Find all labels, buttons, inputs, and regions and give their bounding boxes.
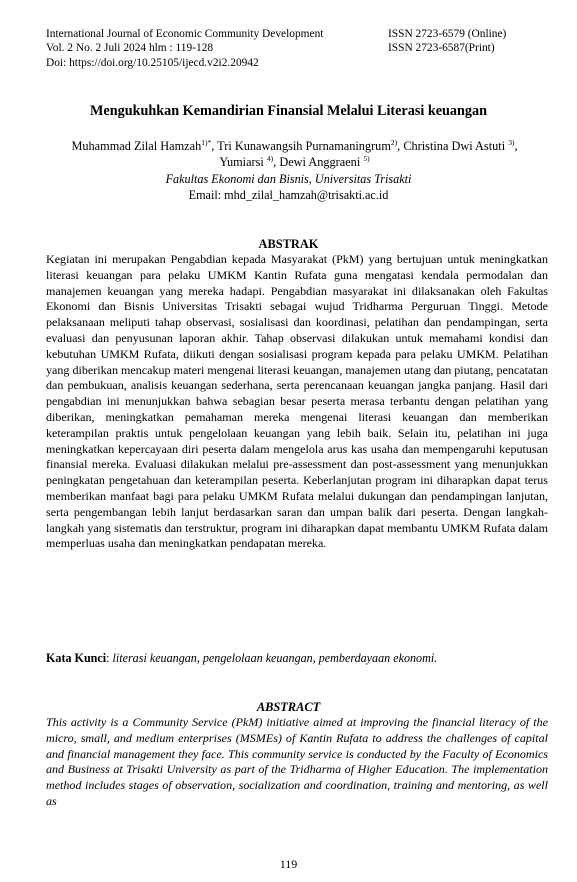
keywords-label: Kata Kunci: [46, 651, 107, 665]
author-affiliation-mark: 4): [266, 154, 274, 163]
issn-print: ISSN 2723-6587(Print): [388, 42, 495, 55]
abstract-heading: ABSTRACT: [256, 700, 321, 714]
volume-info: Vol. 2 No. 2 Juli 2024 hlm : 119-128: [46, 42, 214, 55]
author-affiliation-mark: 5): [363, 154, 370, 163]
abstrak-heading: ABSTRAK: [258, 237, 319, 251]
author-name: Yumiarsi: [219, 155, 264, 169]
journal-header-left: [46, 27, 376, 70]
abstrak-body: Kegiatan ini merupakan Pengabdian kepada Masyarakat (PkM) yang bertujuan untuk meningkatkan literasi keuangan para pelaku UMKM Kantin Rufata guna mengatasi kendala permodalan dan manajemen keuangan yang mereka hadapi. Pengabdian masyarakat ini dilaksanakan oleh Fakultas Ekonomi dan Bisnis Universitas Trisakti sebagai wujud Tridharma Perguruan Tinggi. Metode pelaksanaan meliputi tahap observasi, sosialisasi dan koordinasi, pelatihan dan pendampingan, serta evaluasi dan penyusunan laporan akhir. Tahap observasi dilakukan untuk memahami kondisi dan kebutuhan UMKM Rufata, diikuti dengan sosialisasi program kepada para pelaku UMKM. Pelatihan yang diberikan mencakup materi mengenai literasi keuangan, manajemen utang dan piutang, pencatatan dan pembukuan, analisis keuangan sederhana, serta perencanaan keuangan jangka panjang. Hasil dari pengabdian ini menunjukkan bahwa sebagian besar peserta merasa terbantu dengan pelatihan yang diberikan, meningkatkan pemahaman mereka mengenai literasi keuangan dan memberikan keterampilan praktis untuk pengelolaan keuangan yang lebih baik. Selain itu, pelatihan ini juga meningkatkan kepercayaan diri peserta dalam mengelola arus kas usaha dan mempengaruhi keputusan finansial mereka. Evaluasi dilakukan melalui pre-assessment dan post-assessment yang menunjukkan peningkatan pengetahuan dan keterampilan peserta. Keberlanjutan program ini diharapkan dapat terus memberikan manfaat bagi para pelaku UMKM Rufata melalui dukungan dan pendampingan lanjutan, serta pengembangan lebih lanjut berdasarkan saran dan umpan balik dari peserta. Dengan langkah-langkah yang sistematis dan terstruktur, program ini diharapkan dapat membantu UMKM Rufata dalam memperluas usaha dan meningkatkan pendapatan mereka.: [46, 252, 548, 551]
abstract-body: This activity is a Community Service (PkM) initiative aimed at improving the financial literacy of the micro, small, and medium enterprises (MSMEs) of Kantin Rufata to address the challenges of capital and financial management they face. This community service is conducted by the Faculty of Economics and Business at Trisakti University as part of the Tridharma of Higher Education. The implementation method includes stages of observation, socialization and coordination, training and mentoring, as well as: [46, 715, 548, 808]
author-name: Dewi Anggraeni: [279, 155, 361, 169]
keywords: Kata Kunci: literasi keuangan, pengelolaan keuangan, pemberdayaan ekonomi.: [46, 651, 438, 665]
author-name: Muhammad Zilal Hamzah: [71, 139, 202, 153]
author-affiliation-mark: 3): [508, 138, 515, 147]
issn-online: ISSN 2723-6579 (Online): [388, 28, 507, 40]
journal-name: International Journal of Economic Community Development: [46, 28, 324, 40]
author-affiliation-mark: 1)*: [201, 138, 212, 147]
journal-header-right: [388, 27, 568, 56]
contact-email[interactable]: Email: mhd_zilal_hamzah@trisakti.ac.id: [188, 188, 389, 202]
author-affiliation-mark: 2): [390, 138, 398, 147]
affiliation: Fakultas Ekonomi dan Bisnis, Universitas Trisakti: [165, 172, 412, 186]
page-number: 119: [279, 857, 298, 871]
author-name: Christina Dwi Astuti: [403, 139, 506, 153]
paper-title: Mengukuhkan Kemandirian Finansial Melalui Literasi keuangan: [90, 103, 487, 119]
author-list: Muhammad Zilal Hamzah$^{1)*}$, Tri Kunawangsih Purnamaningrum$^{2)}$, Christina Dwi Astuti $^{3)}$, Yumiarsi $^{4)}$, Dewi Anggraeni $^{5)}$: [71, 138, 518, 169]
doi-link[interactable]: Doi: https://doi.org/10.25105/ijecd.v2i2.20942: [46, 56, 259, 69]
keywords-text: literasi keuangan, pengelolaan keuangan, pemberdayaan ekonomi.: [112, 651, 438, 665]
author-name: Tri Kunawangsih Purnamaningrum: [217, 139, 391, 153]
